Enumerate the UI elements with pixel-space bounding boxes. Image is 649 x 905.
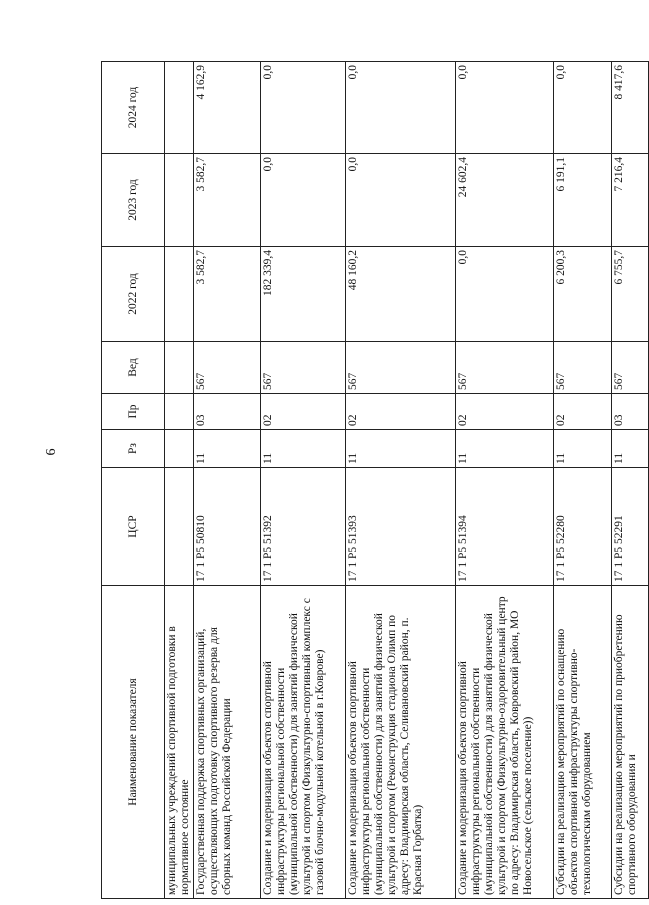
- cell-rz: 11: [554, 430, 612, 468]
- cell-name: Создание и модернизация объектов спортивной инфраструктуры региональной собственности (муниципальной собственности) для занятий физической культурой и спортом (Физкультурно-оздоровительный центр по адресу: Владимирская область, Ковровский район, МО Новосельское (сельское поселение)): [456, 586, 554, 899]
- cell-pr: 02: [456, 394, 554, 430]
- cell-2024: 8 417,6: [612, 62, 649, 154]
- cell-2022: 6 200,3: [554, 247, 612, 342]
- cell-csr: 17 1 P5 51394: [456, 468, 554, 586]
- cell-2022: 48 160,2: [346, 247, 456, 342]
- table-row: [554, 62, 612, 899]
- header-rz: Рз: [102, 430, 165, 468]
- cell-2023: 3 582,7: [194, 154, 261, 247]
- rotated-table-container: [101, 62, 638, 899]
- page-number: 6: [44, 448, 59, 456]
- cell-2023: 7 216,4: [612, 154, 649, 247]
- cell-2022: 182 339,4: [261, 247, 346, 342]
- cell-2023: [165, 154, 194, 247]
- header-2023: 2023 год: [102, 154, 165, 247]
- cell-2022: 6 755,7: [612, 247, 649, 342]
- cell-pr: 02: [554, 394, 612, 430]
- table-row: [261, 62, 346, 899]
- cell-2023: 0,0: [261, 154, 346, 247]
- cell-rz: 11: [612, 430, 649, 468]
- cell-csr: 17 1 P5 51392: [261, 468, 346, 586]
- cell-pr: [165, 394, 194, 430]
- cell-ved: 567: [456, 342, 554, 394]
- budget-table: [101, 61, 649, 899]
- header-2022: 2022 год: [102, 247, 165, 342]
- cell-pr: 02: [346, 394, 456, 430]
- cell-2024: 0,0: [456, 62, 554, 154]
- cell-2023: 24 602,4: [456, 154, 554, 247]
- cell-ved: 567: [554, 342, 612, 394]
- cell-ved: 567: [612, 342, 649, 394]
- cell-name: Создание и модернизация объектов спортивной инфраструктуры региональной собственности (муниципальной собственности) для занятий физической культурой и спортом (Реконструкция стадиона Олимп по адресу: Владимирская область, Селивановский район, п. Красная Горбатка): [346, 586, 456, 899]
- cell-rz: 11: [346, 430, 456, 468]
- cell-csr: 17 1 P5 51393: [346, 468, 456, 586]
- cell-rz: 11: [194, 430, 261, 468]
- cell-2023: 0,0: [346, 154, 456, 247]
- cell-ved: 567: [261, 342, 346, 394]
- cell-2024: 4 162,9: [194, 62, 261, 154]
- cell-name: Субсидии на реализацию мероприятий по приобретению спортивного оборудования и: [612, 586, 649, 899]
- cell-ved: 567: [346, 342, 456, 394]
- cell-2024: 0,0: [554, 62, 612, 154]
- document-sheet: [101, 62, 638, 899]
- cell-name: Субсидии на реализацию мероприятий по оснащению объектов спортивной инфраструктуры спортивно-технологическим оборудованием: [554, 586, 612, 899]
- cell-ved: 567: [194, 342, 261, 394]
- cell-2023: 6 191,1: [554, 154, 612, 247]
- cell-csr: [165, 468, 194, 586]
- cell-2022: 3 582,7: [194, 247, 261, 342]
- cell-rz: [165, 430, 194, 468]
- cell-2024: 0,0: [346, 62, 456, 154]
- table-row: [456, 62, 554, 899]
- cell-pr: 02: [261, 394, 346, 430]
- header-pr: Пр: [102, 394, 165, 430]
- cell-rz: 11: [261, 430, 346, 468]
- cell-2022: 0,0: [456, 247, 554, 342]
- cell-csr: 17 1 P5 52280: [554, 468, 612, 586]
- cell-name: Государственная поддержка спортивных организаций, осуществляющих подготовку спортивного резерва для сборных команд Российской Федерации: [194, 586, 261, 899]
- table-row: [612, 62, 649, 899]
- cell-csr: 17 1 P5 50810: [194, 468, 261, 586]
- header-ved: Вед: [102, 342, 165, 394]
- cell-rz: 11: [456, 430, 554, 468]
- table-header-row: [102, 62, 165, 899]
- header-csr: ЦСР: [102, 468, 165, 586]
- table-row: [165, 62, 194, 899]
- cell-pr: 03: [612, 394, 649, 430]
- cell-pr: 03: [194, 394, 261, 430]
- cell-2024: [165, 62, 194, 154]
- header-2024: 2024 год: [102, 62, 165, 154]
- table-row: [346, 62, 456, 899]
- cell-csr: 17 1 P5 52291: [612, 468, 649, 586]
- cell-name: Создание и модернизация объектов спортивной инфраструктуры региональной собственности (муниципальной собственности) для занятий физической культурой и спортом (Физкультурно-спортивный комплекс с газовой блочно-модульной котельной в г.Коврове): [261, 586, 346, 899]
- cell-2024: 0,0: [261, 62, 346, 154]
- cell-name: муниципальных учреждений спортивной подготовки в нормативное состояние: [165, 586, 194, 899]
- table-row: [194, 62, 261, 899]
- cell-ved: [165, 342, 194, 394]
- cell-2022: [165, 247, 194, 342]
- header-name: Наименование показателя: [102, 586, 165, 899]
